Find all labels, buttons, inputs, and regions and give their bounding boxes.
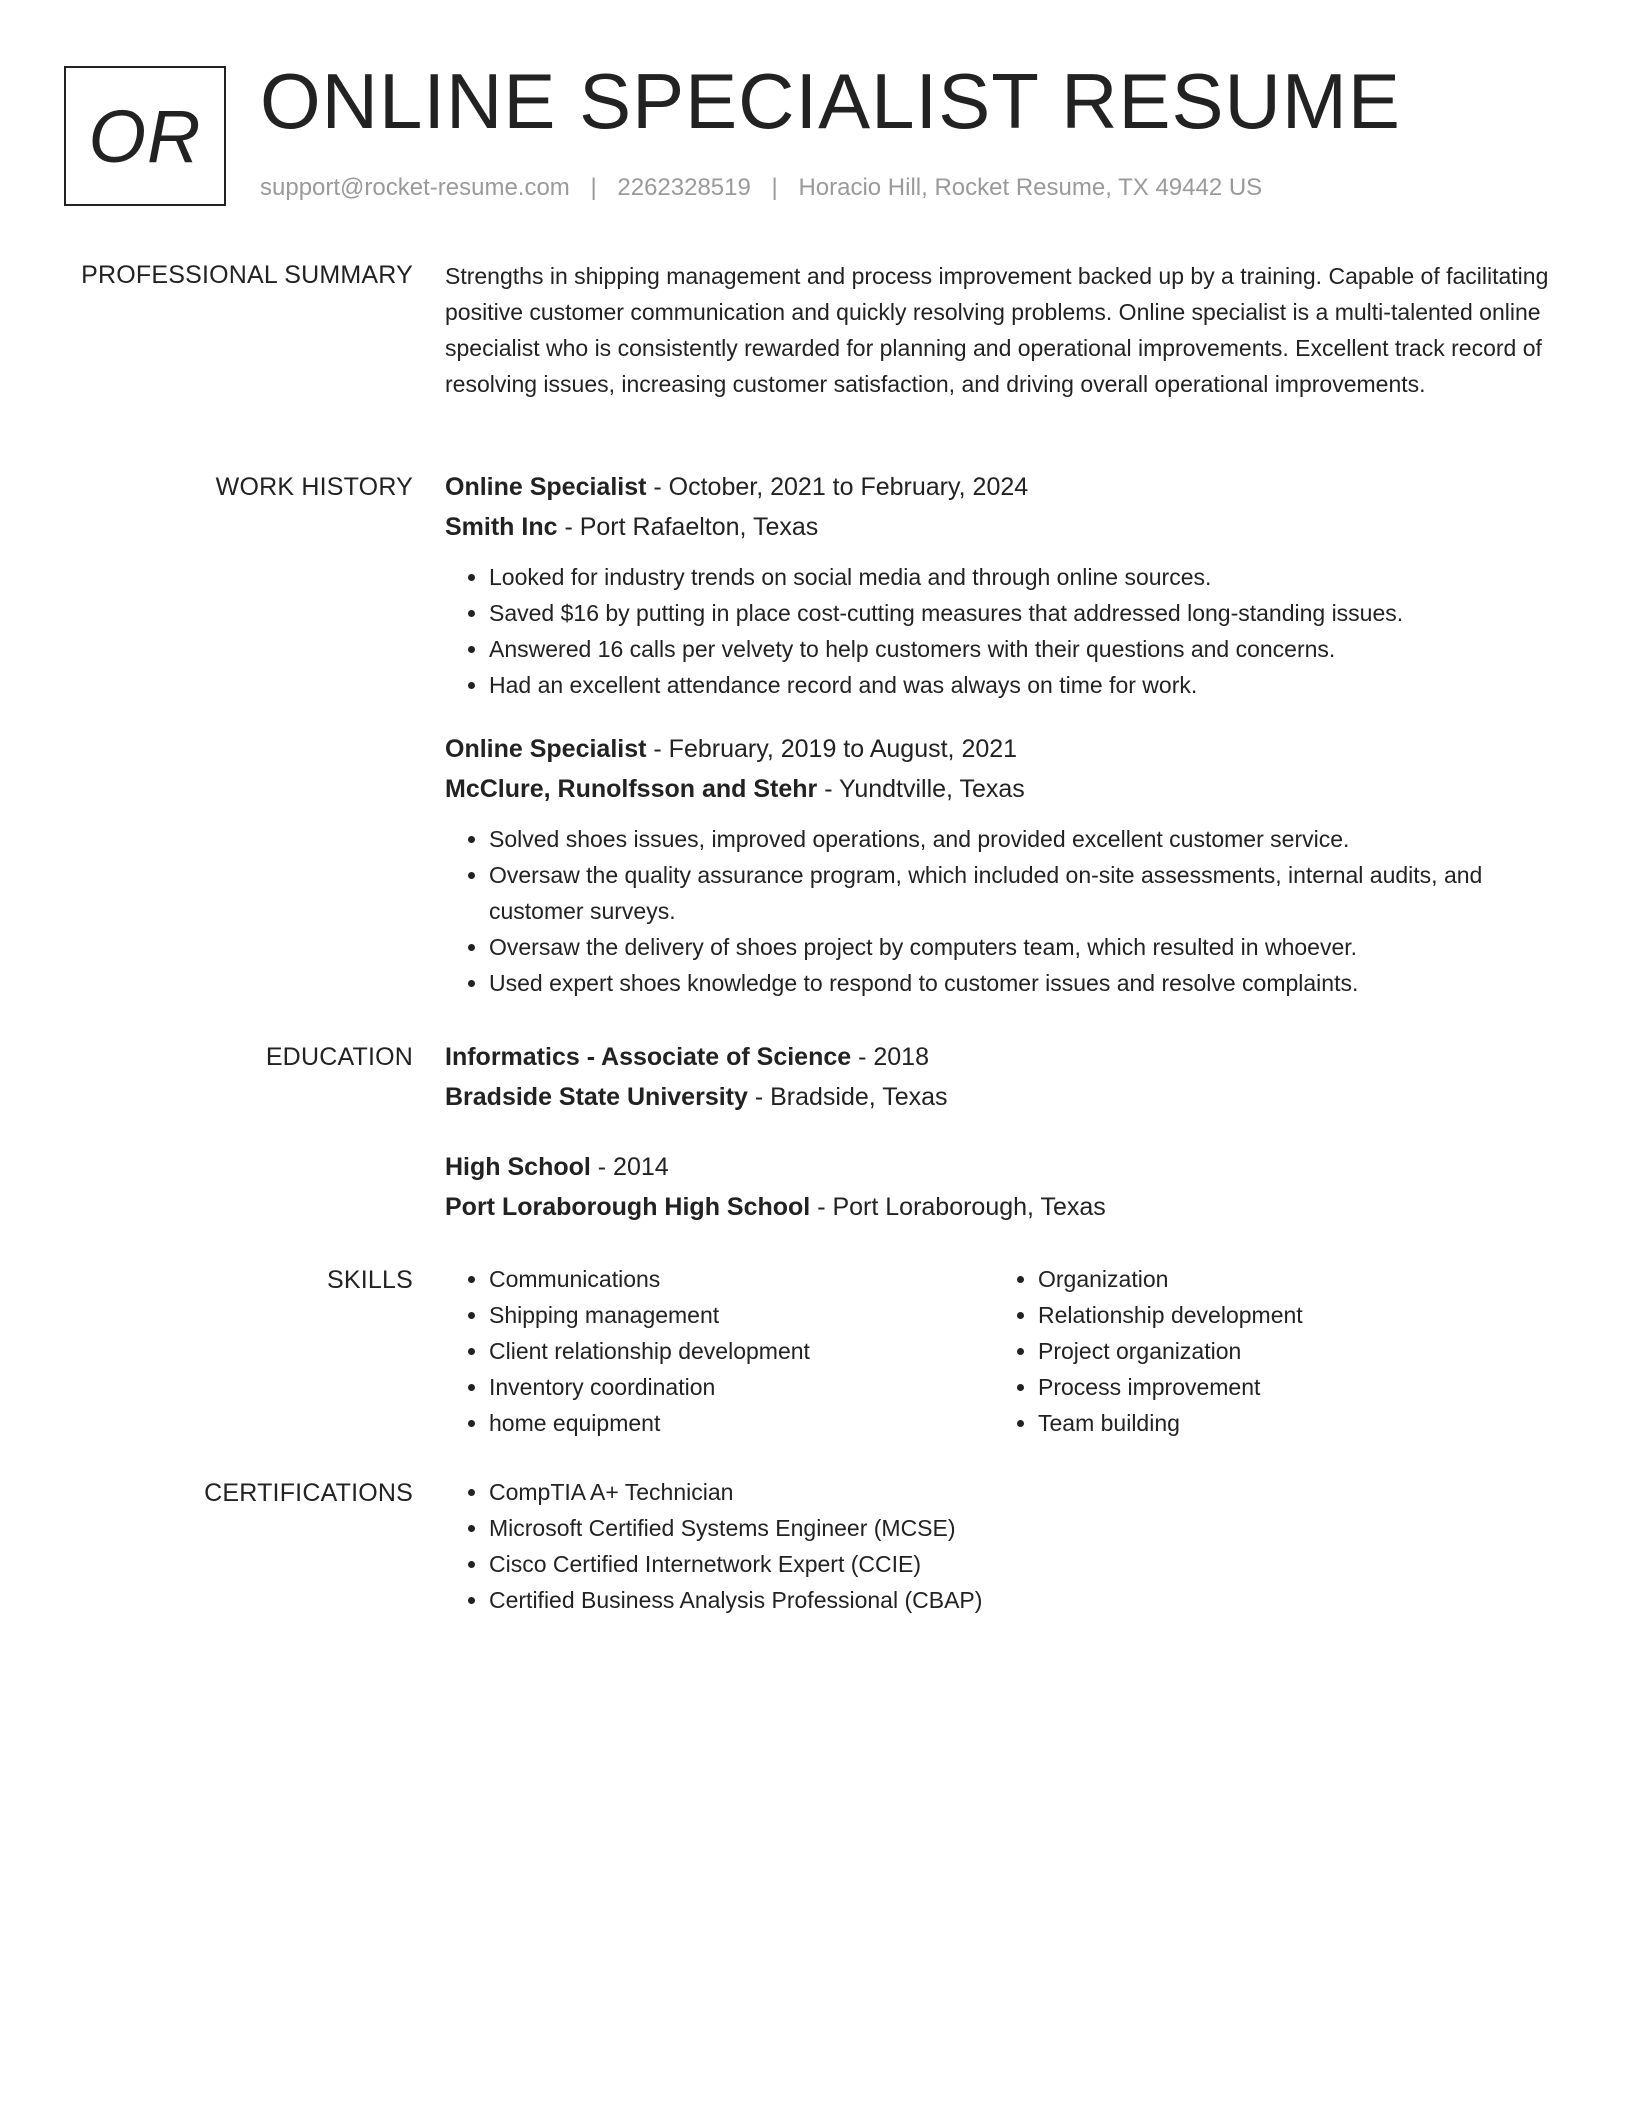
job-title-line — [445, 729, 1575, 769]
education-heading: EDUCATION — [265, 1043, 413, 1071]
school-location: - Port Loraborough, Texas — [810, 1193, 1106, 1221]
job-duties-list — [445, 559, 1575, 703]
education-body — [445, 1037, 1575, 1227]
degree-name: Informatics - Associate of Science — [445, 1043, 852, 1071]
job-duty: • Had an excellent attendance record and was always on time for work. — [489, 667, 1575, 703]
job-duty: • Answered 16 calls per velvety to help customers with their questions and concerns. — [489, 631, 1575, 667]
skill-item: • Team building — [1038, 1405, 1543, 1441]
skill-item: • Organization — [1038, 1261, 1543, 1297]
summary-text: Strengths in shipping management and process improvement backed up by a training. Capable of facilitating positive customer communication and quickly resolving problems. Online specialist is a multi-talented online specialist who is consistently rewarded for planning and operational improvements. Excellent track record of resolving issues, increasing customer satisfaction, and driving overall operational improvements. — [445, 263, 1549, 397]
work-history-heading: WORK HISTORY — [215, 473, 413, 501]
school-location: - Bradside, Texas — [747, 1083, 948, 1111]
skill-item: • Inventory coordination — [489, 1369, 994, 1405]
job-entry — [445, 729, 1575, 1001]
resume-title: ONLINE SPECIALIST RESUME — [260, 57, 1401, 145]
job-title: Online Specialist — [445, 735, 647, 763]
job-duty: • Oversaw the quality assurance program, which included on-site assessments, internal audits, and customer surveys. — [489, 857, 1575, 929]
job-company-line — [445, 769, 1575, 809]
certifications-heading: CERTIFICATIONS — [204, 1479, 413, 1507]
job-duty: • Oversaw the delivery of shoes project by computers team, which resulted in whoever. — [489, 929, 1575, 965]
skill-item: • Communications — [489, 1261, 994, 1297]
skills-list-left — [445, 1261, 994, 1441]
degree-year: - 2014 — [590, 1153, 669, 1181]
job-duty: • Solved shoes issues, improved operations, and provided excellent customer service. — [489, 821, 1575, 857]
skill-item: • Project organization — [1038, 1333, 1543, 1369]
degree-line — [445, 1037, 1575, 1077]
school-name: Port Loraborough High School — [445, 1193, 811, 1221]
skill-item: • Client relationship development — [489, 1333, 994, 1369]
job-company-line — [445, 507, 1575, 547]
summary-body — [445, 258, 1575, 402]
degree-line — [445, 1147, 1575, 1187]
summary-heading: PROFESSIONAL SUMMARY — [81, 261, 413, 289]
job-duty: • Used expert shoes knowledge to respond to customer issues and resolve complaints. — [489, 965, 1575, 1001]
degree-name: High School — [445, 1153, 591, 1181]
school-line — [445, 1077, 1575, 1117]
skills-heading: SKILLS — [327, 1266, 413, 1294]
education-entry — [445, 1037, 1575, 1117]
work-history-body — [445, 467, 1575, 1001]
job-location: - Port Rafaelton, Texas — [557, 513, 819, 541]
job-title-line — [445, 467, 1575, 507]
job-location: - Yundtville, Texas — [817, 775, 1025, 803]
certification-item: • Certified Business Analysis Professional (CBAP) — [489, 1582, 1575, 1618]
certification-item: • Cisco Certified Internetwork Expert (CCIE) — [489, 1546, 1575, 1582]
education-entry — [445, 1147, 1575, 1227]
contact-separator: | — [771, 174, 778, 201]
skills-body — [445, 1261, 1575, 1441]
job-company: McClure, Runolfsson and Stehr — [445, 775, 818, 803]
school-line — [445, 1187, 1575, 1227]
skill-item: • Shipping management — [489, 1297, 994, 1333]
job-dates: - February, 2019 to August, 2021 — [646, 735, 1018, 763]
certification-item: • Microsoft Certified Systems Engineer (MCSE) — [489, 1510, 1575, 1546]
certifications-body — [445, 1474, 1575, 1618]
contact-phone[interactable]: 2262328519 — [617, 174, 751, 201]
contact-line — [260, 174, 1262, 202]
certification-item: • CompTIA A+ Technician — [489, 1474, 1575, 1510]
job-duties-list — [445, 821, 1575, 1001]
job-title: Online Specialist — [445, 473, 647, 501]
skills-list-right — [994, 1261, 1543, 1441]
job-duty: • Saved $16 by putting in place cost-cutting measures that addressed long-standing issues. — [489, 595, 1575, 631]
skills-columns — [445, 1261, 1575, 1441]
skill-item: • home equipment — [489, 1405, 994, 1441]
contact-address: Horacio Hill, Rocket Resume, TX 49442 US — [798, 174, 1263, 201]
contact-email[interactable]: support@rocket-resume.com — [260, 174, 570, 201]
degree-year: - 2018 — [851, 1043, 929, 1071]
school-name: Bradside State University — [445, 1083, 748, 1111]
skill-item: • Process improvement — [1038, 1369, 1543, 1405]
job-duty: • Looked for industry trends on social media and through online sources. — [489, 559, 1575, 595]
job-entry — [445, 467, 1575, 703]
job-company: Smith Inc — [445, 513, 558, 541]
monogram-text: OR — [88, 94, 202, 178]
skill-item: • Relationship development — [1038, 1297, 1543, 1333]
monogram-badge — [64, 66, 226, 206]
contact-separator: | — [590, 174, 597, 201]
certifications-list — [445, 1474, 1575, 1618]
job-dates: - October, 2021 to February, 2024 — [646, 473, 1029, 501]
